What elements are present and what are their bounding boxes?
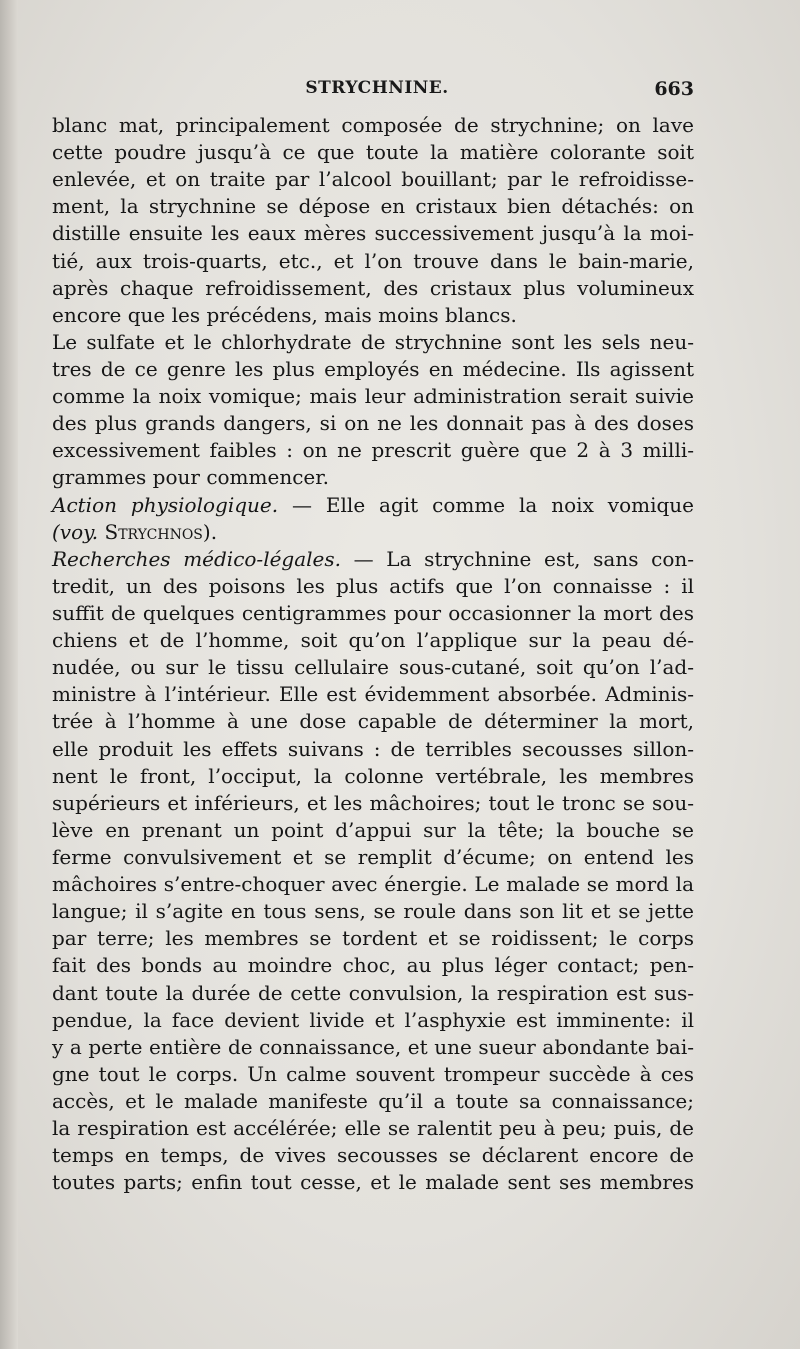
running-title: STRYCHNINE. xyxy=(305,78,449,98)
text-line xyxy=(52,1115,694,1142)
text-line xyxy=(52,383,694,410)
line-text: gne tout le corps. Un calme souvent trompeur succède à ces xyxy=(52,1061,694,1086)
text-line xyxy=(52,248,694,275)
page-gutter-shadow xyxy=(0,0,18,1349)
line-text: blanc mat, principalement composée de strychnine; on lave xyxy=(52,113,694,137)
text-line xyxy=(52,302,694,329)
text-line xyxy=(52,1088,694,1115)
line-text: accès, et le malade manifeste qu’il a toute sa connaissance; xyxy=(52,1088,694,1113)
body-text xyxy=(52,112,694,1196)
line-text: trée à l’homme à une dose capable de déterminer la mort, xyxy=(52,709,694,734)
line-text: excessivement faibles : on ne prescrit guère que 2 à 3 milli- xyxy=(52,438,694,463)
line-text: y a perte entière de connaissance, et une sueur abondante bai- xyxy=(52,1034,694,1059)
line-text: tredit, un des poisons les plus actifs que l’on connaisse : il xyxy=(52,573,694,598)
italic-heading: Action physiologique. xyxy=(52,492,279,517)
text-line xyxy=(52,112,694,139)
text-line xyxy=(52,736,694,763)
cross-reference: Strychnos xyxy=(104,519,203,544)
line-text: cette poudre jusqu’à ce que toute la matière colorante soit xyxy=(52,140,694,165)
text-line xyxy=(52,464,694,491)
text-line xyxy=(52,1034,694,1061)
text-line xyxy=(52,871,694,898)
line-text: ministre à l’intérieur. Elle est évidemment absorbée. Adminis- xyxy=(52,682,694,707)
text-line xyxy=(52,275,694,302)
text-line xyxy=(52,166,694,193)
line-text: nudée, ou sur le tissu cellulaire sous-cutané, soit qu’on l’ad- xyxy=(52,655,694,680)
line-text: par terre; les membres se tordent et se roidissent; le corps xyxy=(52,926,694,951)
text-line xyxy=(52,654,694,681)
page-header xyxy=(60,78,694,104)
line-text: ). xyxy=(202,519,218,544)
text-line xyxy=(52,329,694,356)
line-text: — La strychnine est, sans con- xyxy=(341,546,694,571)
line-text: encore que les précédens, mais moins blancs. xyxy=(52,302,517,327)
line-text: ment, la strychnine se dépose en cristaux bien détachés: on xyxy=(52,194,694,219)
italic-reference: (voy. xyxy=(52,519,105,544)
text-line xyxy=(52,546,694,573)
line-text: temps en temps, de vives secousses se déclarent encore de xyxy=(52,1143,694,1168)
text-line xyxy=(52,1169,694,1196)
line-text: la respiration est accélérée; elle se ralentit peu à peu; puis, de xyxy=(52,1116,694,1141)
text-line xyxy=(52,492,694,519)
line-text: supérieurs et inférieurs, et les mâchoires; tout le tronc se sou- xyxy=(52,790,694,815)
text-line xyxy=(52,817,694,844)
text-line xyxy=(52,220,694,247)
text-line xyxy=(52,952,694,979)
text-line xyxy=(52,1142,694,1169)
line-text: toutes parts; enfin tout cesse, et le malade sent ses membres xyxy=(52,1170,694,1195)
text-line xyxy=(52,627,694,654)
text-line xyxy=(52,139,694,166)
line-text: distille ensuite les eaux mères successivement jusqu’à la moi- xyxy=(52,221,694,246)
line-text: elle produit les effets suivans : de terribles secousses sillon- xyxy=(52,736,694,761)
line-text: Le sulfate et le chlorhydrate de strychnine sont les sels neu- xyxy=(52,329,694,354)
text-line xyxy=(52,980,694,1007)
text-line xyxy=(52,193,694,220)
text-line xyxy=(52,1007,694,1034)
page-number: 663 xyxy=(654,78,694,100)
line-text: enlevée, et on traite par l’alcool bouillant; par le refroidisse- xyxy=(52,167,694,192)
line-text: comme la noix vomique; mais leur administration serait suivie xyxy=(52,384,694,409)
text-line xyxy=(52,844,694,871)
line-text: après chaque refroidissement, des cristaux plus volumineux xyxy=(52,275,694,300)
line-text: ferme convulsivement et se remplit d’écume; on entend les xyxy=(52,844,694,869)
line-text: tié, aux trois-quarts, etc., et l’on trouve dans le bain-marie, xyxy=(52,248,694,273)
text-line xyxy=(52,898,694,925)
line-text: lève en prenant un point d’appui sur la tête; la bouche se xyxy=(52,817,694,842)
text-line xyxy=(52,763,694,790)
text-line xyxy=(52,1061,694,1088)
line-text: pendue, la face devient livide et l’asphyxie est imminente: il xyxy=(52,1007,694,1032)
line-text: — Elle agit comme la noix vomique xyxy=(278,492,694,517)
text-line xyxy=(52,519,694,546)
text-line xyxy=(52,573,694,600)
text-line xyxy=(52,925,694,952)
line-text: des plus grands dangers, si on ne les donnait pas à des doses xyxy=(52,411,694,436)
line-text: chiens et de l’homme, soit qu’on l’applique sur la peau dé- xyxy=(52,628,694,653)
text-line xyxy=(52,708,694,735)
text-line xyxy=(52,356,694,383)
line-text: mâchoires s’entre-choquer avec énergie. Le malade se mord la xyxy=(52,872,694,897)
line-text: tres de ce genre les plus employés en médecine. Ils agissent xyxy=(52,356,694,381)
line-text: grammes pour commencer. xyxy=(52,465,329,490)
text-line xyxy=(52,790,694,817)
line-text: fait des bonds au moindre choc, au plus léger contact; pen- xyxy=(52,953,694,978)
text-line xyxy=(52,410,694,437)
line-text: suffit de quelques centigrammes pour occasionner la mort des xyxy=(52,600,694,625)
text-line xyxy=(52,437,694,464)
text-line xyxy=(52,681,694,708)
line-text: langue; il s’agite en tous sens, se roule dans son lit et se jette xyxy=(52,899,694,924)
text-line xyxy=(52,600,694,627)
line-text: dant toute la durée de cette convulsion, la respiration est sus- xyxy=(52,980,694,1005)
line-text: nent le front, l’occiput, la colonne vertébrale, les membres xyxy=(52,763,694,788)
italic-heading: Recherches médico-légales. xyxy=(52,546,342,571)
